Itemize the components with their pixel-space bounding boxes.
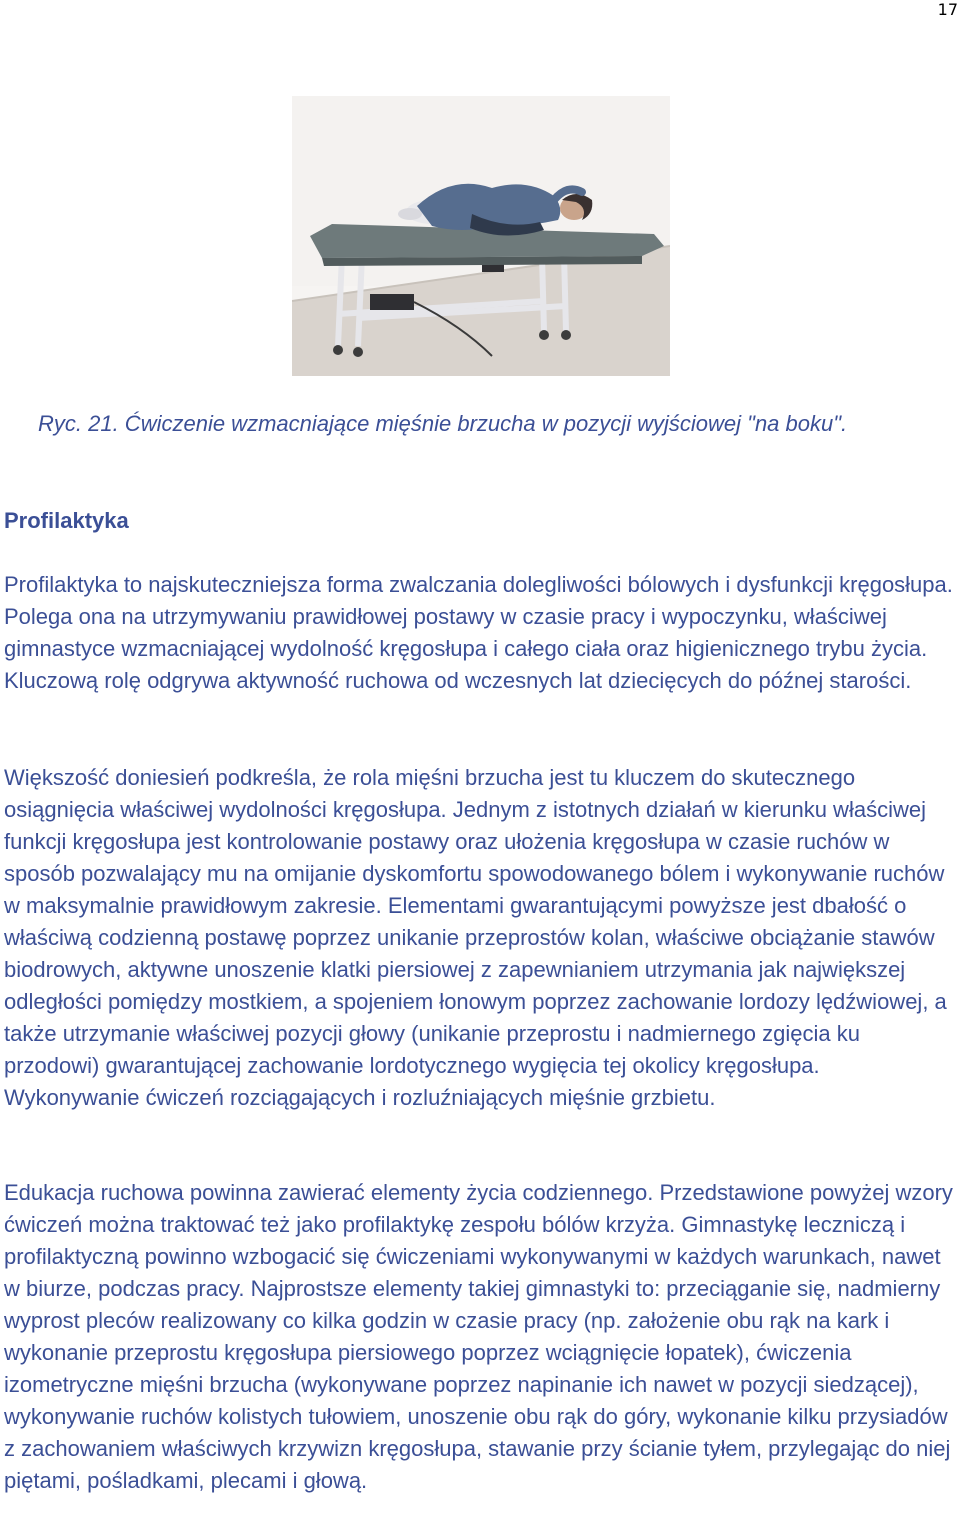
figure-caption: Ryc. 21. Ćwiczenie wzmacniające mięśnie brzucha w pozycji wyjściowej "na boku". [38, 411, 848, 436]
paragraph-2: Większość doniesień podkreśla, że rola mięśni brzucha jest tu kluczem do skutecznego osiągnięcia właściwej wydolności kręgosłupa. Jednym z istotnych działań w kierunku właściwej funkcji kręgosłupa jest kontrolowanie postawy oraz ułożenia kręgosłupa w czasie ruchów w sposób pozwalający mu na omijanie dyskomfortu spowodowanego bólem i wykonywanie ruchów w maksymalnie prawidłowym zakresie. Elementami gwarantującymi powyższe jest dbałość o właściwą codzienną postawę poprzez unikanie przeprostów kolan, właściwe obciążanie stawów biodrowych, aktywne unoszenie klatki piersiowej z zapewnianiem utrzymania jak największej odległości pomiędzy mostkiem, a spojeniem łonowym poprzez zachowanie lordozy lędźwiowej, a także utrzymanie właściwej pozycji głowy (unikanie przeprostu i nadmiernego zgięcia ku przodowi) gwarantującej zachowanie lordotycznego wygięcia tej okolicy kręgosłupa. Wykonywanie ćwiczeń rozciągających i rozluźniających mięśnie grzbietu. [4, 765, 947, 1110]
page-number: 17 [937, 0, 958, 19]
section-heading: Profilaktyka [4, 508, 129, 533]
exercise-photo [292, 96, 670, 376]
paragraph-1: Profilaktyka to najskuteczniejsza forma zwalczania dolegliwości bólowych i dysfunkcji kręgosłupa. Polega ona na utrzymywaniu prawidłowej postawy w czasie pracy i wypoczynku, właściwej gimnastyce wzmacniającej wydolność kręgosłupa i całego ciała oraz higienicznego trybu życia. Kluczową rolę odgrywa aktywność ruchowa od wczesnych lat dziecięcych do późnej starości. [4, 572, 953, 693]
paragraph-3: Edukacja ruchowa powinna zawierać elementy życia codziennego. Przedstawione powyżej wzory ćwiczeń można traktować też jako profilaktykę zespołu bólów krzyża. Gimnastykę leczniczą i profilaktyczną powinno wzbogacić się ćwiczeniami wykonywanymi w każdych warunkach, nawet w biurze, podczas pracy. Najprostsze elementy takiej gimnastyki to: przeciąganie się, nadmierny wyprost pleców realizowany co kilka godzin w czasie pracy (np. założenie obu rąk na kark i wykonanie przeprostu kręgosłupa piersiowego poprzez wciągnięcie łopatek), ćwiczenia izometryczne mięśni brzucha (wykonywane poprzez napinanie ich nawet w pozycji siedzącej), wykonywanie ruchów kolistych tułowiem, unoszenie obu rąk do góry, wykonanie kilku przysiadów z zachowaniem właściwych krzywizn kręgosłupa, stawanie przy ścianie tyłem, przylegając do niej piętami, pośladkami, plecami i głową. [4, 1180, 953, 1493]
